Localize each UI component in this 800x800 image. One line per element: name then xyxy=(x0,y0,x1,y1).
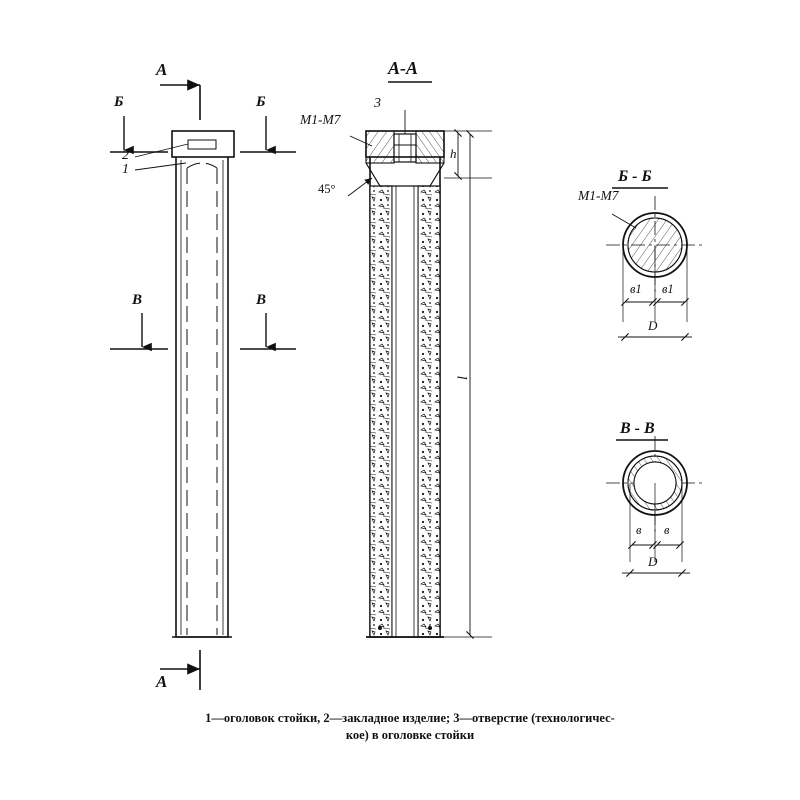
section-vv-view xyxy=(606,436,704,573)
section-mark-a-bottom: А xyxy=(156,672,168,691)
section-mark-b-left: Б xyxy=(114,94,124,110)
callout-2: 2 xyxy=(122,148,129,163)
dimension-d-bb: D xyxy=(648,318,658,333)
dimension-l: l xyxy=(456,376,471,380)
callout-1: 1 xyxy=(122,162,129,177)
section-aa-view xyxy=(348,82,492,637)
elevation-view xyxy=(110,85,296,690)
label-embed-m1-m7-bb: М1-М7 xyxy=(578,188,619,203)
section-mark-v-left: В xyxy=(132,292,143,308)
dimension-b-right: в xyxy=(664,523,670,537)
dimension-b1-left: в1 xyxy=(630,282,642,296)
dimension-b-left: в xyxy=(636,523,642,537)
title-section-bb: Б - Б xyxy=(618,168,652,185)
dimension-b1-right: в1 xyxy=(662,282,674,296)
caption-line-2: кое) в оголовке стойки xyxy=(345,728,475,742)
title-section-vv: В - В xyxy=(620,420,655,437)
dimension-d-vv: D xyxy=(648,554,658,569)
caption-line-1 xyxy=(70,710,750,727)
section-mark-b-right: Б xyxy=(256,94,266,110)
section-bb-view xyxy=(606,188,704,337)
label-angle-45: 45° xyxy=(318,182,336,196)
callout-3: 3 xyxy=(374,96,381,111)
title-section-aa: А-А xyxy=(388,58,419,78)
figure-caption xyxy=(70,710,750,744)
label-embed-m1-m7-main: М1-М7 xyxy=(300,112,341,127)
caption-line-1-text: 1—оголовок стойки, 2—закладное изделие; 3—отверстие (технологичес- xyxy=(205,711,615,725)
section-mark-v-right: В xyxy=(256,292,267,308)
dimension-h: h xyxy=(450,146,457,161)
section-mark-a-top: А xyxy=(156,60,168,79)
